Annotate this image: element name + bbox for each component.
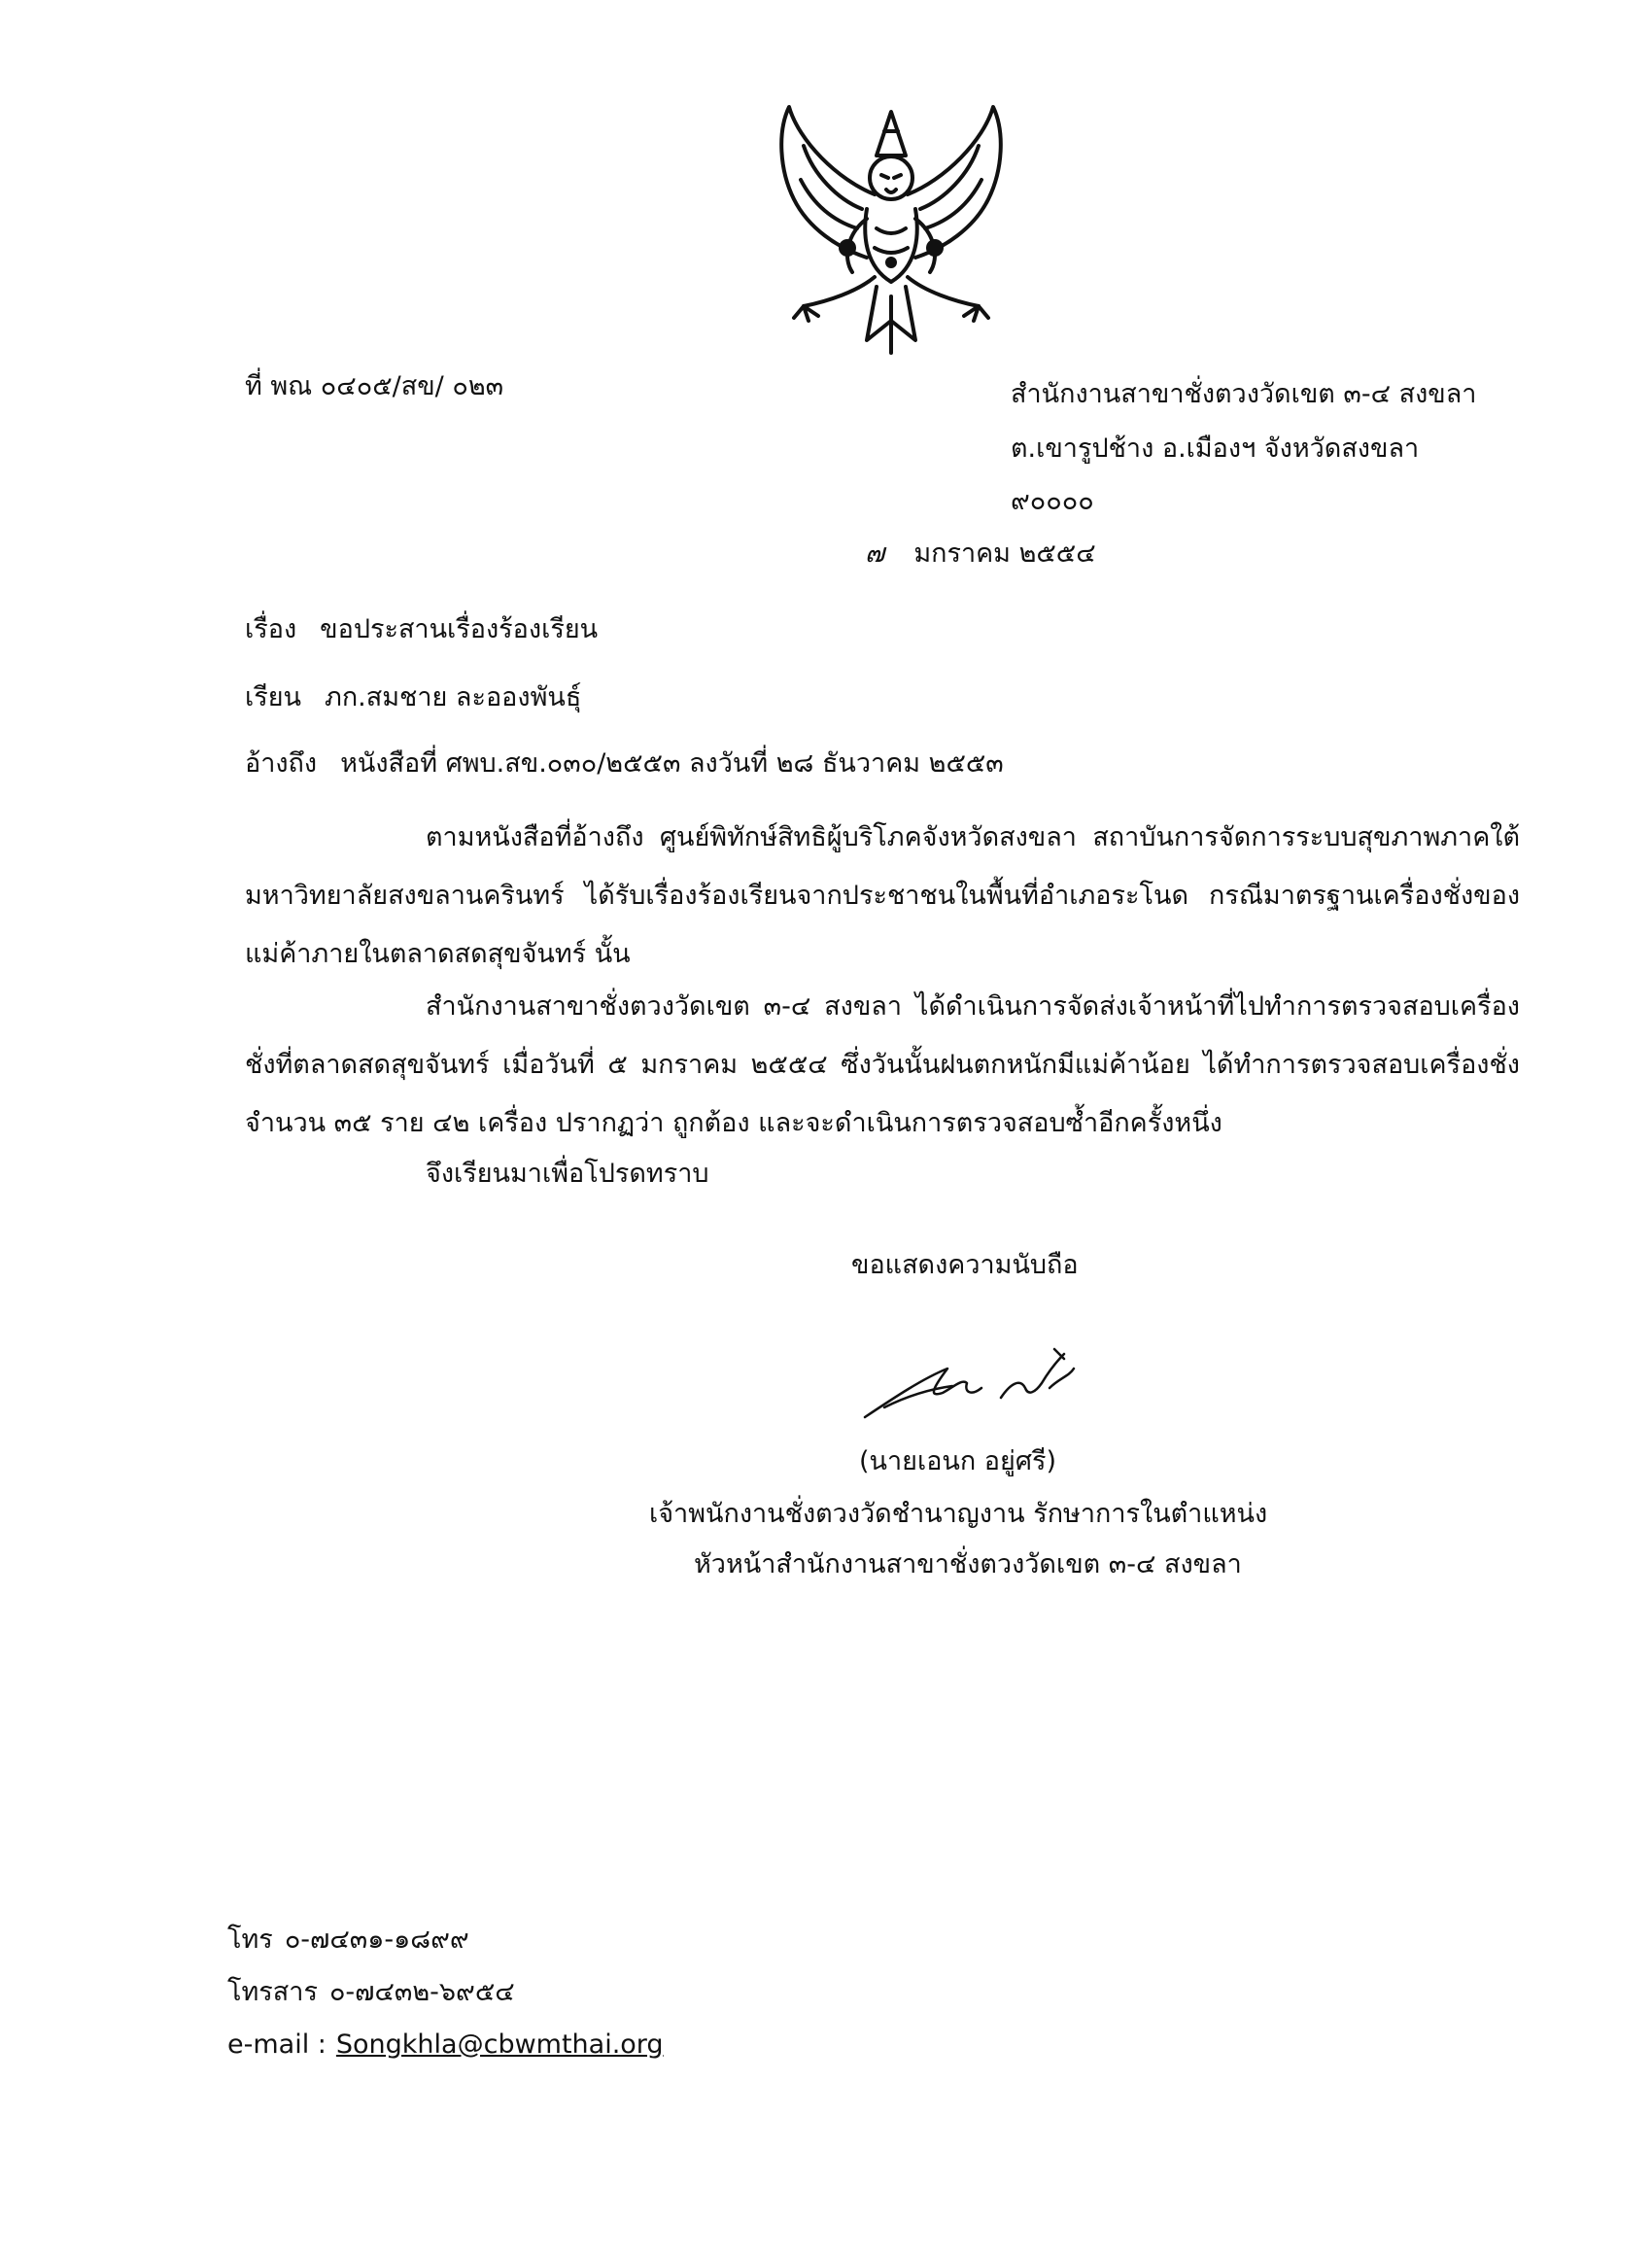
document-number: ที่ พณ ๐๔๐๕/สข/ ๐๒๓ [245,371,504,401]
body-paragraph-1 [245,809,1520,984]
sender-address-line-1: สำนักงานสาขาชั่งตวงวัดเขต ๓-๔ สงขลา [1011,379,1477,409]
phone-number: ๐-๗๔๓๑-๑๘๙๙ [284,1925,469,1955]
recipient-label: เรียน [245,682,302,712]
body-paragraph-2 [245,978,1520,1153]
sender-postal-code: ๙๐๐๐๐ [1011,486,1094,516]
recipient-line [245,680,581,714]
reference-text: หนังสือที่ ศพบ.สข.๐๓๐/๒๕๕๓ ลงวันที่ ๒๘ ธันวาคม ๒๕๕๓ [340,748,1004,779]
date-day: ๗ [865,538,885,569]
fax-label: โทรสาร [227,1977,318,2007]
email-link[interactable]: Songkhla@cbwmthai.org [335,2030,664,2060]
salutation: ขอแสดงความนับถือ [851,1250,1079,1280]
body-paragraph-1-text: ตามหนังสือที่อ้างถึง ศูนย์พิทักษ์สิทธิผู้บริโภคจังหวัดสงขลา สถาบันการจัดการระบบสุขภาพภาคใต้ มหาวิทยาลัยสงขลานครินทร์ ได้รับเรื่องร้องเรียนจากประชาชนในพื้นที่อำเภอระโนด กรณีมาตรฐานเครื่องชั่งของแม่ค้าภายในตลาดสดสุขจันทร์ นั้น [245,822,1520,969]
garuda-emblem-icon [760,102,1022,360]
signature [855,1339,1108,1427]
date-month-year: มกราคม ๒๕๕๔ [913,538,1096,569]
sender-address-line-2: ต.เขารูปช้าง อ.เมืองฯ จังหวัดสงขลา [1011,434,1420,464]
reference-line [245,746,1004,781]
signatory-position-line-2: หัวหน้าสำนักงานสาขาชั่งตวงวัดเขต ๓-๔ สงขลา [694,1549,1242,1579]
closing-line: จึงเรียนมาเพื่อโปรดทราบ [426,1159,709,1189]
contact-email [227,2028,664,2062]
contact-phone [227,1923,469,1957]
email-label: e-mail : [227,2030,327,2060]
subject-text: ขอประสานเรื่องร้องเรียน [320,614,599,644]
subject-line [245,612,598,646]
fax-number: ๐-๗๔๓๒-๖๙๕๔ [328,1977,515,2007]
document-date [865,537,1096,571]
phone-label: โทร [227,1925,273,1955]
body-paragraph-2-text: สำนักงานสาขาชั่งตวงวัดเขต ๓-๔ สงขลา ได้ดำเนินการจัดส่งเจ้าหน้าที่ไปทำการตรวจสอบเครื่องชั่งที่ตลาดสดสุขจันทร์ เมื่อวันที่ ๕ มกราคม ๒๕๕๔ ซึ่งวันนั้นฝนตกหนักมีแม่ค้าน้อย ได้ทำการตรวจสอบเครื่องชั่ง จำนวน ๓๕ ราย ๔๒ เครื่อง ปรากฏว่า ถูกต้อง และจะดำเนินการตรวจสอบซ้ำอีกครั้งหนึ่ง [245,991,1520,1138]
recipient-text: ภก.สมชาย ละอองพันธุ์ [325,682,582,712]
signatory-name: (นายเอนก อยู่ศรี) [859,1446,1057,1476]
signatory-position-line-1: เจ้าพนักงานชั่งตวงวัดชำนาญงาน รักษาการในตำแหน่ง [649,1499,1268,1529]
reference-label: อ้างถึง [245,748,318,779]
subject-label: เรื่อง [245,614,297,644]
contact-fax [227,1975,515,2009]
